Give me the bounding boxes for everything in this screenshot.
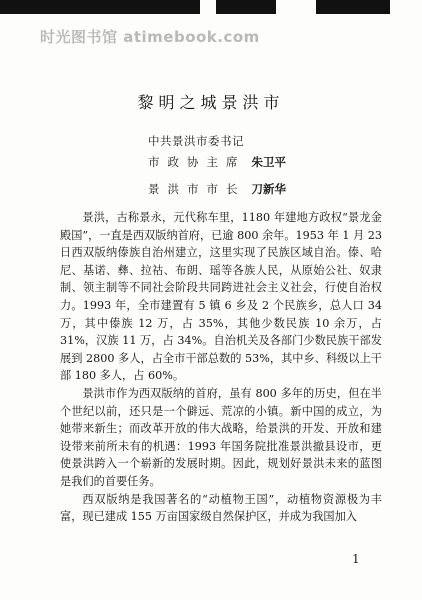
author-role: 中共景洪市委书记 <box>148 134 244 148</box>
author-row <box>148 179 286 200</box>
article-body <box>60 209 382 526</box>
scan-mark <box>216 0 276 14</box>
scan-mark <box>316 0 390 14</box>
author-row <box>148 152 286 173</box>
author-row <box>148 131 286 152</box>
paragraph: 景洪市作为西双版纳的首府，虽有 800 多年的历史，但在半个世纪以前，还只是一个僻远、荒凉的小镇。新中国的成立，为她带来新生；而改革开放的伟大战略，给景洪的开发、开放和建设带来前所未有的机遇：1993 年国务院批准景洪撤县设市，更使景洪跨入一个崭新的发展时期。因此，规划好景洪未来的蓝图是我们的首要任务。 <box>60 386 382 488</box>
paragraph: 景洪，古称景永，元代称车里，1180 年建地方政权“景龙金殿国”，一直是西双版纳首府，已逾 800 余年。1953 年 1 月 23 日西双版纳傣族自治州建立，这里实现了民族区域自治。傣、哈尼、基诺、彝、拉祜、布朗、瑶等各族人民，从原始公社、奴隶制、领主制等不同社会阶段共同跨进社会主义社会，行使自治权力。1993 年，全市建置有 5 镇 6 乡及 2 个民族乡，总人口 34 万，其中傣族 12 万，占 35%，其他少数民族 10 余万，占 31%，汉族 11 万，占 34%。自治机关及各部门少数民族干部发展到 2800 多人，占全市干部总数的 53%，其中乡、科级以上干部 180 多人，占 60%。 <box>60 211 382 383</box>
author-name: 朱卫平 <box>251 155 286 169</box>
scan-top-edge <box>0 0 422 18</box>
watermark: 时光图书馆 atimebook.com <box>40 28 260 46</box>
page-number: 1 <box>352 552 360 566</box>
page-title: 黎明之城景洪市 <box>137 93 285 112</box>
author-block <box>148 131 286 200</box>
author-name: 刀新华 <box>251 182 286 196</box>
paragraph: 西双版纳是我国著名的“动植物王国”，动植物资源极为丰富，现已建成 155 万亩国家级自然保护区，并成为我国加入 <box>60 492 382 524</box>
author-role: 市政协主席 <box>148 155 246 169</box>
author-role: 景洪市市长 <box>148 182 246 196</box>
scan-mark <box>0 0 200 14</box>
